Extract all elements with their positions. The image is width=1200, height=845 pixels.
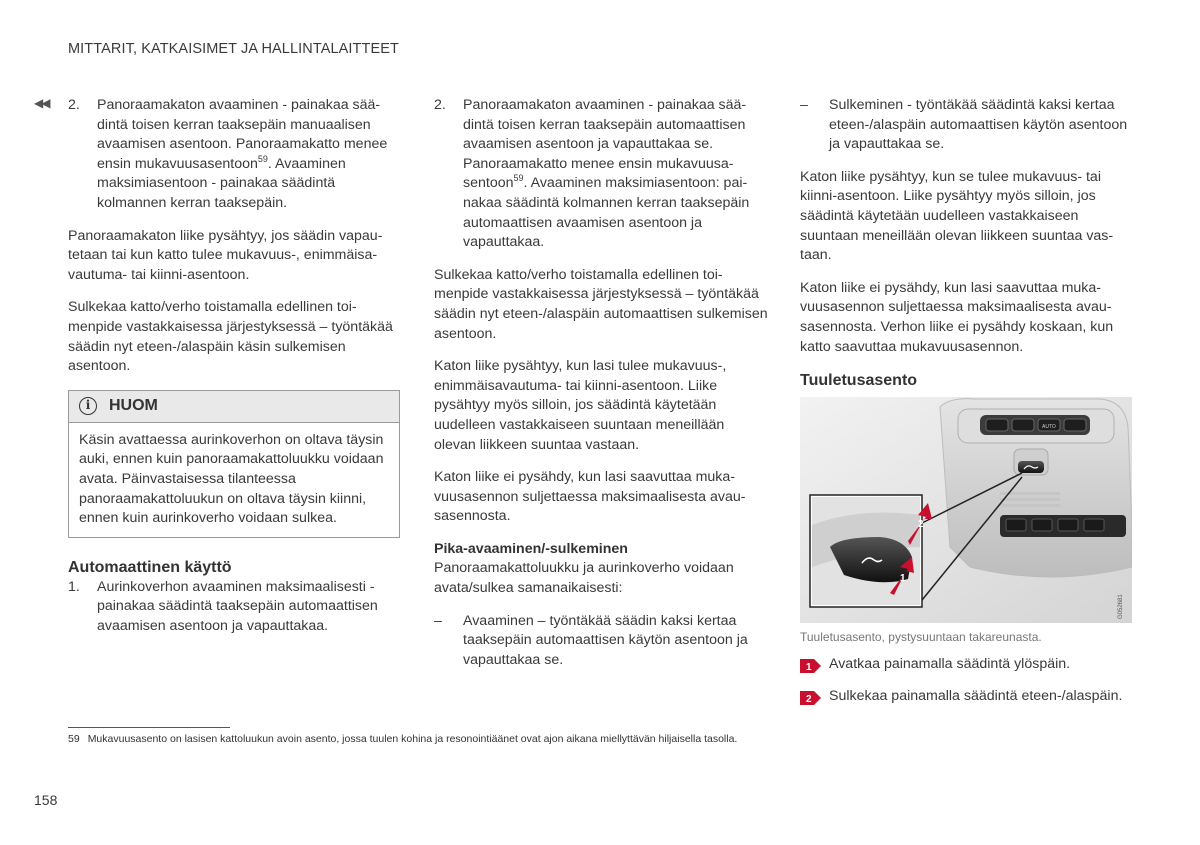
column-3: [800, 96, 1132, 718]
footnote-ref[interactable]: 59: [257, 153, 268, 164]
footnote-rule: [68, 727, 230, 728]
paragraph: Katon liike ei pysähdy, kun lasi saavuttaa mukavuusasennon suljettaessa maksimaalisesta avausasennosta. Verhon liike ei pysähdy koskaan, kun katto saavuttaa mukavuusasennon.: [800, 279, 1114, 355]
paragraph: Sulkekaa katto/verho toistamalla edellinen toimenpide vastakkaisessa järjestyksessä – työntäkää säädin nyt eteen-/alaspäin automaattisen sulkemisen asentoon.: [434, 266, 768, 342]
list-number: 2.: [434, 97, 446, 113]
step-badge-1: [800, 659, 821, 673]
paragraph: Katon liike ei pysähdy, kun lasi saavuttaa mukavuusasennon suljettaessa maksimaalisesta avausasennosta.: [434, 469, 746, 525]
auto-label: AUTO: [1042, 424, 1056, 431]
list-number: 1.: [68, 578, 80, 595]
list-dash: –: [800, 97, 808, 113]
list-item: [68, 96, 400, 214]
list-text: Avaaminen – työntäkää säädin kaksi kertaa taaksepäin automaattisen käytön asentoon ja vapauttakaa se.: [463, 612, 748, 668]
svg-text:2: 2: [806, 693, 812, 705]
step-text: Avatkaa painamalla säädintä ylöspäin.: [829, 656, 1071, 673]
paragraph: Panoraamakaton liike pysähtyy, jos säädin vapautetaan tai kun katto tulee mukavuus-, enimmäisavautuma- tai kiinni-asentoon.: [68, 227, 383, 283]
footnote-number: 59: [68, 733, 80, 745]
footnote: [68, 733, 737, 745]
list-text: Sulkeminen - työntäkää säädintä kaksi kertaa eteen-/alaspäin automaattisen käytön asentoon ja vapauttakaa se.: [829, 97, 1128, 153]
arrow-label-2: 2: [918, 519, 924, 531]
paragraph: Panoraamakattoluukku ja aurinkoverho voidaan avata/sulkea samanaikaisesti:: [434, 560, 734, 597]
figure-code: G052681: [1118, 594, 1124, 620]
list-number: 2.: [68, 97, 80, 113]
note-text: Käsin avattaessa aurinkoverhon on oltava täysin auki, ennen kuin panoraamakattoluukku voidaan avata. Päinvastaisessa tilanteessa panoraamakattoluukun on oltava täysin kiinni, ennen kuin aurinkoverho voidaan sulkea.: [79, 431, 384, 527]
figure-caption: Tuuletusasento, pystysuuntaan takareunasta.: [800, 630, 1042, 645]
list-item: [68, 578, 400, 637]
info-icon: i: [79, 397, 97, 415]
column-2: [434, 96, 768, 683]
section-heading: Automaattinen käyttö: [68, 558, 232, 576]
ceiling-console-illustration: [800, 397, 1132, 623]
note-box: [68, 390, 400, 538]
list-item: [434, 96, 768, 253]
section-heading: Tuuletusasento: [800, 372, 918, 390]
list-item: [800, 96, 1132, 155]
page-number: 158: [34, 792, 58, 808]
running-header: MITTARIT, KATKAISIMET JA HALLINTALAITTEET: [68, 41, 399, 57]
svg-text:1: 1: [806, 662, 812, 674]
list-text: Panoraamakaton avaaminen - painakaa säädintä toisen kerran taaksepäin manuaalisen avaamisen asentoon. Panoraamakatto menee ensin mukavuusasentoon: [97, 97, 388, 172]
paragraph: Sulkekaa katto/verho toistamalla edellinen toimenpide vastakkaisessa järjestyksessä – työntäkää säädin nyt eteen-/alaspäin käsin sulkemisen asentoon.: [68, 299, 393, 375]
step-item: [800, 655, 1132, 675]
paragraph: Katon liike pysähtyy, kun lasi tulee mukavuus-, enimmäisavautuma- tai kiinni-asentoon. Liike pysähtyy myös silloin, jos säädintä käytetään uudelleen vastakkaiseen suuntaan meneillään olevan liikkeen suuntaa vastaan.: [434, 358, 727, 453]
note-header: [69, 391, 399, 423]
sub-heading: Pika-avaaminen/-sulkeminen: [434, 540, 628, 557]
arrow-label-1: 1: [900, 573, 906, 585]
continued-marker: ◀◀: [34, 96, 49, 110]
column-1: [68, 96, 400, 649]
step-item: [800, 687, 1132, 707]
list-text-cont: . Avaaminen maksimiasentoon - painakaa säädintä kolmannen kerran taaksepäin.: [97, 155, 346, 211]
footnote-ref[interactable]: 59: [513, 173, 524, 184]
step-text: Sulkekaa painamalla säädintä eteen-/alaspäin.: [829, 687, 1123, 704]
figure-ventilation-position: [800, 397, 1132, 623]
step-badge-2: [800, 691, 821, 705]
list-dash: –: [434, 612, 442, 629]
list-text: Aurinkoverhon avaaminen maksimaalisesti - painakaa säädintä taaksepäin automaattisen avaamisen asentoon ja vapauttakaa.: [97, 578, 378, 634]
paragraph: Katon liike pysähtyy, kun se tulee mukavuus- tai kiinni-asentoon. Liike pysähtyy myös silloin, jos säädintä käytetään uudelleen vastakkaiseen suuntaan meneillään olevan liikkeen suuntaa vastaan.: [800, 168, 1114, 264]
list-item: [434, 612, 768, 671]
footnote-text: Mukavuusasento on lasisen kattoluukun avoin asento, jossa tuulen kohina ja resonointiäänet ovat ajon aikana miellyttävän hiljaisella tasolla.: [87, 733, 738, 745]
list-text: Panoraamakaton avaaminen - painakaa säädintä toisen kerran taaksepäin automaattisen avaamisen asentoon ja vapauttakaa se. Panoraamakatto menee ensin mukavuusasentoon: [463, 97, 747, 192]
list-text-cont: . Avaaminen maksimiasentoon: painakaa säädintä kolmannen kerran taaksepäin automaattisen avaamisen asentoon ja vapauttakaa.: [463, 175, 750, 251]
note-title: HUOM: [109, 397, 158, 415]
